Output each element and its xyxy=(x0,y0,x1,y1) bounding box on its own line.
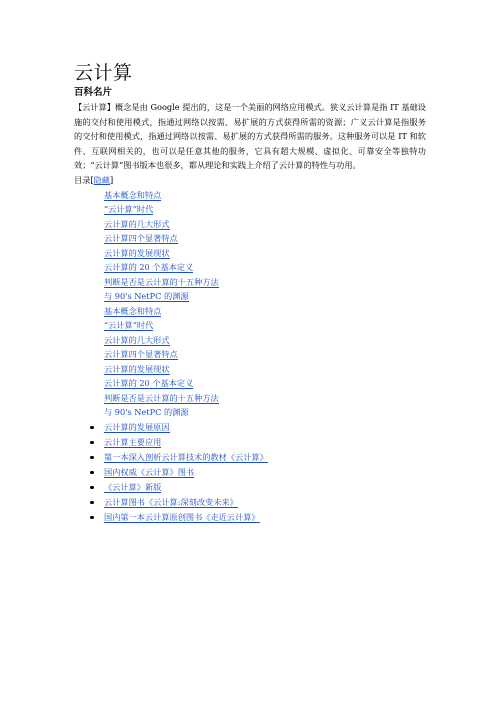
bullet-item xyxy=(74,465,426,480)
toc-link[interactable]: 基本概念和特点 xyxy=(104,305,162,316)
bullet-dot-icon xyxy=(90,516,94,520)
page-title: 云计算 xyxy=(74,62,133,84)
bullet-dot-icon xyxy=(90,426,94,430)
toc-link[interactable]: 与 90's NetPC 的渊源 xyxy=(104,291,189,301)
toc-link[interactable]: 云计算的发展现状 xyxy=(104,247,170,258)
bullet-item xyxy=(74,435,426,450)
bullet-dot-icon xyxy=(90,441,94,445)
toc-link[interactable]: 判断是否是云计算的十五种方法 xyxy=(104,392,219,403)
toc-item xyxy=(104,217,426,232)
section-subtitle: 百科名片 xyxy=(74,87,113,98)
toc-link[interactable]: 基本概念和特点 xyxy=(104,189,162,200)
toc-header xyxy=(74,173,426,187)
toc-link[interactable]: 云计算的几大形式 xyxy=(104,218,170,229)
bullet-dot-icon xyxy=(90,501,94,505)
toc-item xyxy=(104,362,426,377)
bullet-item xyxy=(74,420,426,435)
toc-item xyxy=(104,260,426,275)
bullet-item xyxy=(74,480,426,495)
toc-item xyxy=(104,231,426,246)
toc-link[interactable]: 云计算四个显著特点 xyxy=(104,233,178,243)
bullet-link[interactable]: 国内第一本云计算原创图书《走近云计算》 xyxy=(104,511,260,522)
toc-link[interactable]: 云计算四个显著特点 xyxy=(104,349,178,359)
bullet-link[interactable]: 云计算的发展原因 xyxy=(104,421,170,432)
bullet-link[interactable]: 云计算主要应用 xyxy=(104,436,162,447)
toc-link[interactable]: 判断是否是云计算的十五种方法 xyxy=(104,276,219,287)
bullet-dot-icon xyxy=(90,456,94,460)
bullet-dot-icon xyxy=(90,471,94,475)
toc-close-bracket: ] xyxy=(109,174,114,185)
toc-link[interactable]: 云计算的发展现状 xyxy=(104,363,170,374)
toc-item xyxy=(104,405,426,420)
toc-item xyxy=(104,318,426,333)
toc-item xyxy=(104,275,426,290)
bullet-link[interactable]: 《云计算》新版 xyxy=(104,481,162,492)
toc-link[interactable]: 云计算的几大形式 xyxy=(104,334,170,345)
toc-item xyxy=(104,391,426,406)
document-page xyxy=(74,60,426,525)
bullet-link[interactable]: 国内权威《云计算》图书 xyxy=(104,466,195,477)
toc-item xyxy=(104,246,426,261)
intro-paragraph: 【云计算】概念是由 Google 提出的，这是一个美丽的网络应用模式。狭义云计算是指 IT 基础设施的交付和使用模式，指通过网络以按需、易扩展的方式获得所需的资源；广义云计算是指服务的交付和使用模式，指通过网络以按需、易扩展的方式获得所需的服务。这种服务可以是 IT 和软件、互联网相关的，也可以是任意其他的服务，它具有超大规模、虚拟化、可靠安全等独特功效；“云计算”图书版本也很多，都从理论和实践上介绍了云计算的特性与功用。 xyxy=(74,102,426,170)
toc-item xyxy=(104,188,426,203)
toc-label: 目录[ xyxy=(74,174,94,185)
toc-list xyxy=(74,188,426,420)
bullet-link[interactable]: 云计算图书《云计算:深刻改变未来》 xyxy=(104,496,238,507)
toc-item xyxy=(104,376,426,391)
toc-item xyxy=(104,202,426,217)
bullet-link[interactable]: 第一本深入剖析云计算技术的教材《云计算》 xyxy=(104,451,268,462)
bullet-list xyxy=(74,420,426,525)
toc-link[interactable]: 云计算的 20 个基本定义 xyxy=(104,262,194,272)
bullet-dot-icon xyxy=(90,486,94,490)
toc-link[interactable]: 与 90's NetPC 的渊源 xyxy=(104,407,189,417)
toc-item xyxy=(104,333,426,348)
toc-hide-link[interactable]: 隐藏 xyxy=(93,174,110,185)
toc-link[interactable]: “云计算”时代 xyxy=(104,204,154,214)
toc-item xyxy=(104,347,426,362)
toc-link[interactable]: 云计算的 20 个基本定义 xyxy=(104,378,194,388)
toc-item xyxy=(104,304,426,319)
bullet-item xyxy=(74,495,426,510)
toc-link[interactable]: “云计算”时代 xyxy=(104,320,154,330)
bullet-item xyxy=(74,510,426,525)
bullet-item xyxy=(74,450,426,465)
toc-item xyxy=(104,289,426,304)
